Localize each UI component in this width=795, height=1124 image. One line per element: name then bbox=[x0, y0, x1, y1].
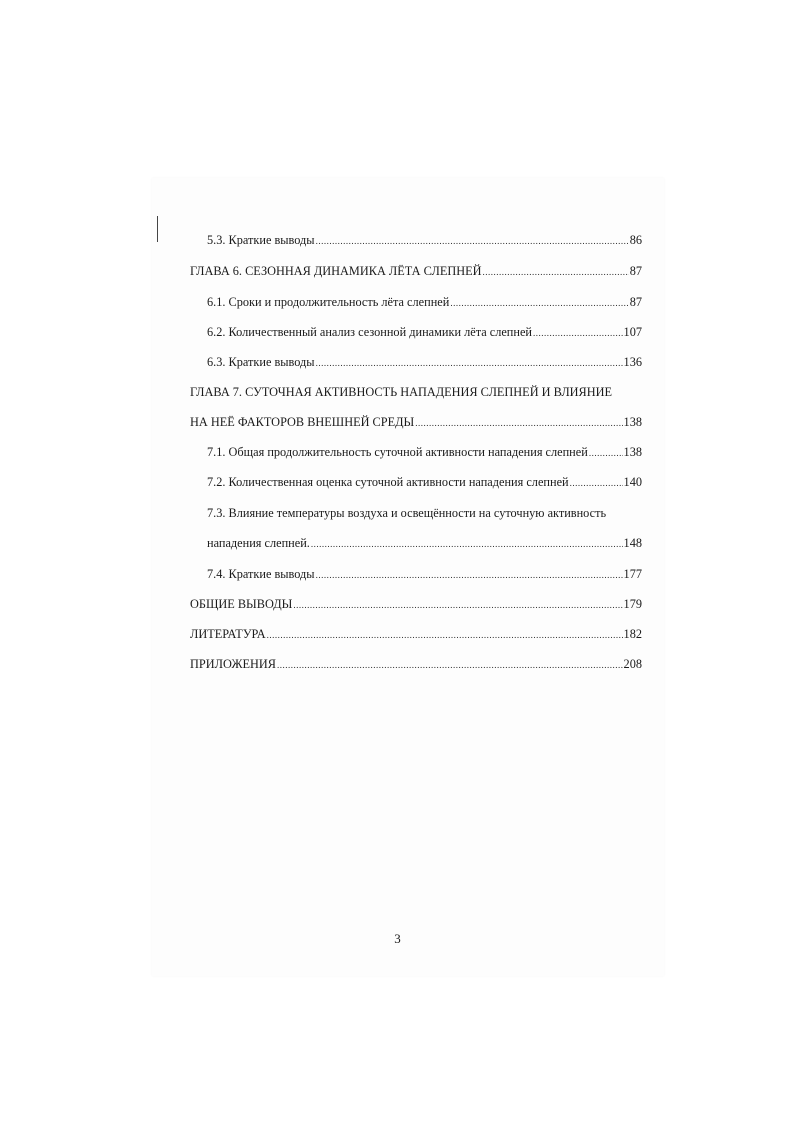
toc-entry-first-line: 7.3. Влияние температуры воздуха и освещённости на суточную активность bbox=[207, 506, 607, 520]
toc-leader-dots bbox=[415, 412, 622, 434]
toc-chapter-first-line: ГЛАВА 7. СУТОЧНАЯ АКТИВНОСТЬ НАПАДЕНИЯ СЛЕПНЕЙ И ВЛИЯНИЕ bbox=[190, 385, 613, 399]
toc-entry-page: 87 bbox=[629, 295, 642, 309]
toc-leader-dots bbox=[316, 352, 623, 374]
page-number: 3 bbox=[394, 931, 401, 946]
toc-entry-title: ГЛАВА 6. СЕЗОННАЯ ДИНАМИКА ЛЁТА СЛЕПНЕЙ bbox=[190, 264, 482, 278]
toc-entry-title: ПРИЛОЖЕНИЯ bbox=[190, 657, 277, 671]
toc-leader-dots bbox=[450, 292, 628, 314]
toc-section[interactable] bbox=[190, 593, 642, 615]
toc-entry[interactable] bbox=[207, 441, 642, 463]
toc-entry-page: 148 bbox=[623, 536, 642, 550]
toc-entry[interactable] bbox=[207, 321, 642, 343]
toc-entry[interactable] bbox=[207, 351, 642, 373]
toc-entry-page: 138 bbox=[623, 445, 642, 459]
toc-leader-dots bbox=[311, 533, 623, 555]
toc-entry-page: 136 bbox=[623, 355, 642, 369]
toc-leader-dots bbox=[277, 654, 623, 676]
toc-entry-title: НА НЕЁ ФАКТОРОВ ВНЕШНЕЙ СРЕДЫ bbox=[190, 415, 415, 429]
toc-entry-title: 7.2. Количественная оценка суточной активности нападения слепней bbox=[207, 475, 569, 489]
toc-leader-dots bbox=[267, 624, 623, 646]
toc-entry-title: ЛИТЕРАТУРА bbox=[190, 627, 266, 641]
toc-entry-page: 208 bbox=[623, 657, 642, 671]
toc-entry-title: 6.1. Сроки и продолжительность лёта слепней bbox=[207, 295, 450, 309]
toc-leader-dots bbox=[533, 322, 623, 344]
toc-entry-page: 179 bbox=[623, 597, 642, 611]
toc-entry-page: 177 bbox=[623, 567, 642, 581]
toc-leader-dots bbox=[316, 564, 623, 586]
toc-leader-dots bbox=[570, 472, 623, 494]
toc-entry-title: нападения слепней. bbox=[207, 536, 310, 550]
toc-entry-page: 140 bbox=[623, 475, 642, 489]
toc-entry-page: 86 bbox=[629, 233, 642, 247]
toc-section[interactable] bbox=[190, 623, 642, 645]
toc-entry-title: 6.2. Количественный анализ сезонной динамики лёта слепней bbox=[207, 325, 533, 339]
toc-entry[interactable] bbox=[207, 532, 642, 554]
toc-entry-title: 5.3. Краткие выводы bbox=[207, 233, 315, 247]
toc-entry-page: 107 bbox=[623, 325, 642, 339]
toc-entry-page: 87 bbox=[629, 264, 642, 278]
toc-chapter[interactable] bbox=[190, 260, 642, 282]
toc-entry-title: 6.3. Краткие выводы bbox=[207, 355, 315, 369]
toc-entry[interactable] bbox=[207, 563, 642, 585]
toc-leader-dots bbox=[589, 442, 623, 464]
toc-entry-page: 138 bbox=[623, 415, 642, 429]
toc-section[interactable] bbox=[190, 653, 642, 675]
toc-entry[interactable] bbox=[207, 229, 642, 251]
toc-entry[interactable] bbox=[207, 471, 642, 493]
toc-chapter[interactable] bbox=[190, 411, 642, 433]
toc-entry-page: 182 bbox=[623, 627, 642, 641]
toc-leader-dots bbox=[483, 261, 629, 283]
toc-entry-title: 7.1. Общая продолжительность суточной активности нападения слепней bbox=[207, 445, 588, 459]
toc-leader-dots bbox=[293, 594, 622, 616]
toc-entry-title: ОБЩИЕ ВЫВОДЫ bbox=[190, 597, 293, 611]
toc-leader-dots bbox=[316, 230, 629, 252]
toc-entry[interactable] bbox=[207, 291, 642, 313]
scan-artifact-line bbox=[157, 216, 158, 242]
toc-entry-title: 7.4. Краткие выводы bbox=[207, 567, 315, 581]
